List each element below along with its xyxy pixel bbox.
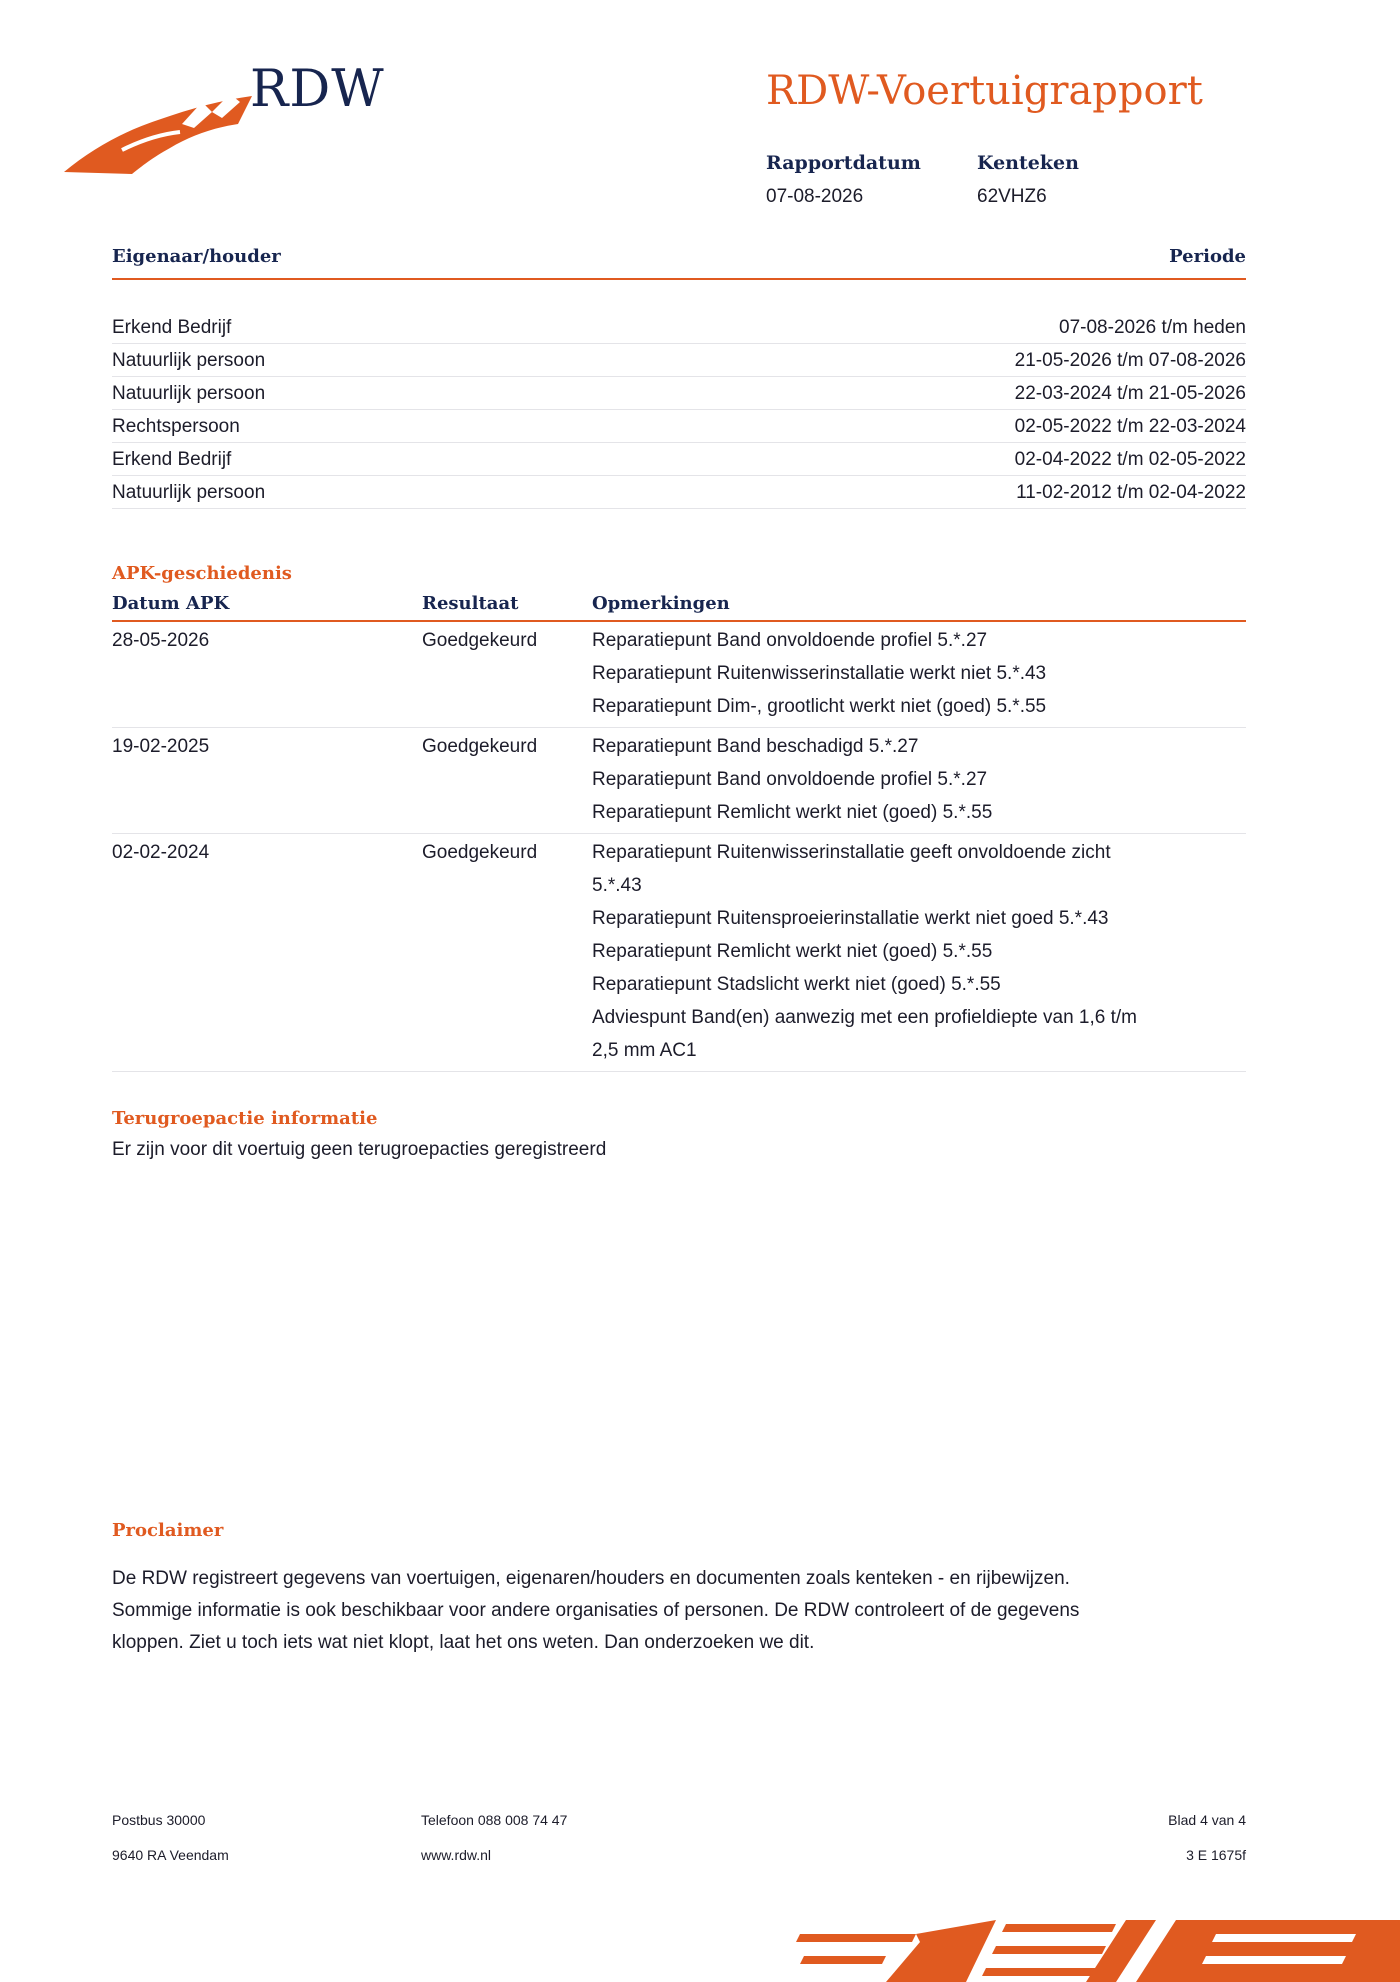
- apk-remark: Reparatiepunt Band onvoldoende profiel 5.*.27: [592, 630, 988, 651]
- report-title: RDW-Voertuigrapport: [766, 68, 1203, 114]
- proclaimer-line: Sommige informatie is ook beschikbaar voor andere organisaties of personen. De RDW controleert of de gegevens: [112, 1600, 1080, 1621]
- apk-remarks: [592, 730, 1246, 829]
- apk-remarks: [592, 624, 1246, 723]
- owner-period: 22-03-2024 t/m 21-05-2026: [1014, 383, 1246, 404]
- owner-column-header: Eigenaar/houder: [112, 246, 281, 267]
- plate-value: 62VHZ6: [977, 186, 1047, 207]
- apk-remark: Reparatiepunt Ruitenwisserinstallatie geeft onvoldoende zicht: [592, 842, 1111, 863]
- report-date-value: 07-08-2026: [766, 186, 864, 207]
- apk-remark: 2,5 mm AC1: [592, 1040, 697, 1061]
- apk-remark: Adviespunt Band(en) aanwezig met een profieldiepte van 1,6 t/m: [592, 1007, 1137, 1028]
- apk-remark: Reparatiepunt Ruitenwisserinstallatie werkt niet 5.*.43: [592, 663, 1047, 684]
- table-row: [112, 728, 1246, 834]
- apk-date-column-header: Datum APK: [112, 593, 230, 614]
- owner-type: Natuurlijk persoon: [112, 482, 266, 503]
- owner-type: Erkend Bedrijf: [112, 449, 232, 470]
- apk-result: Goedgekeurd: [422, 736, 538, 757]
- apk-date: 28-05-2026: [112, 630, 210, 651]
- apk-remark: Reparatiepunt Band beschadigd 5.*.27: [592, 736, 919, 757]
- apk-remark: Reparatiepunt Dim-, grootlicht werkt niet (goed) 5.*.55: [592, 696, 1047, 717]
- apk-result: Goedgekeurd: [422, 842, 538, 863]
- footer-website-link[interactable]: www.rdw.nl: [421, 1847, 492, 1863]
- apk-remarks: [592, 836, 1246, 1067]
- apk-remark: Reparatiepunt Remlicht werkt niet (goed) 5.*.55: [592, 802, 993, 823]
- apk-history: [112, 563, 1246, 1072]
- proclaimer-section: [112, 1520, 1246, 1659]
- table-row: [112, 377, 1246, 410]
- table-row: [112, 311, 1246, 344]
- apk-remark: Reparatiepunt Band onvoldoende profiel 5.*.27: [592, 769, 988, 790]
- apk-title: APK-geschiedenis: [112, 563, 292, 584]
- table-row: [112, 344, 1246, 377]
- logo-text: RDW: [250, 60, 385, 119]
- report-date-label: Rapportdatum: [766, 152, 921, 174]
- apk-date: 19-02-2025: [112, 736, 210, 757]
- proclaimer-line: kloppen. Ziet u toch iets wat niet klopt, laat het ons weten. Dan onderzoeken we dit.: [112, 1632, 815, 1653]
- apk-remarks-column-header: Opmerkingen: [592, 593, 730, 614]
- apk-remark: 5.*.43: [592, 875, 642, 896]
- footer-address-line: 9640 RA Veendam: [112, 1847, 229, 1863]
- period-column-header: Periode: [1169, 246, 1246, 267]
- apk-remark: Reparatiepunt Ruitensproeierinstallatie werkt niet goed 5.*.43: [592, 908, 1109, 929]
- owner-period: 21-05-2026 t/m 07-08-2026: [1014, 350, 1246, 371]
- recall-section: [112, 1108, 1246, 1161]
- apk-remark: Reparatiepunt Stadslicht werkt niet (goed) 5.*.55: [592, 974, 1001, 995]
- footer-address: [112, 1812, 229, 1882]
- footer-page-info: [1000, 1812, 1246, 1882]
- apk-table-header: [112, 588, 1246, 622]
- recall-title: Terugroepactie informatie: [112, 1108, 378, 1129]
- owner-type: Erkend Bedrijf: [112, 317, 232, 338]
- owner-period: 02-04-2022 t/m 02-05-2022: [1014, 449, 1246, 470]
- footer-address-line: Postbus 30000: [112, 1812, 206, 1828]
- table-row: [112, 410, 1246, 443]
- proclaimer-title: Proclaimer: [112, 1520, 224, 1541]
- footer-phone: Telefoon 088 008 74 47: [421, 1812, 568, 1828]
- plate-block: [977, 152, 1079, 208]
- owner-period: 11-02-2012 t/m 02-04-2022: [1016, 482, 1246, 503]
- footer-contact: [421, 1812, 567, 1882]
- proclaimer-line: De RDW registreert gegevens van voertuigen, eigenaren/houders en documenten zoals kenteken - en rijbewijzen.: [112, 1568, 1070, 1589]
- owner-type: Natuurlijk persoon: [112, 350, 266, 371]
- recall-text: Er zijn voor dit voertuig geen terugroepacties geregistreerd: [112, 1139, 607, 1160]
- proclaimer-text: [112, 1563, 1246, 1659]
- apk-remark: Reparatiepunt Remlicht werkt niet (goed) 5.*.55: [592, 941, 993, 962]
- table-row: [112, 834, 1246, 1072]
- apk-result-column-header: Resultaat: [422, 593, 519, 614]
- table-row: [112, 476, 1246, 509]
- page-number: Blad 4 van 4: [1168, 1812, 1246, 1828]
- document-code: 3 E 1675f: [1186, 1847, 1246, 1863]
- owners-table-header: [112, 246, 1246, 280]
- owners-table: [112, 246, 1246, 509]
- owner-type: Rechtspersoon: [112, 416, 240, 437]
- owner-period: 02-05-2022 t/m 22-03-2024: [1014, 416, 1246, 437]
- table-row: [112, 443, 1246, 476]
- footer-stripes-icon: [796, 1920, 1400, 1982]
- apk-date: 02-02-2024: [112, 842, 210, 863]
- plate-label: Kenteken: [977, 152, 1079, 174]
- report-date-block: [766, 152, 921, 208]
- apk-result: Goedgekeurd: [422, 630, 538, 651]
- owner-period: 07-08-2026 t/m heden: [1059, 317, 1246, 338]
- owner-type: Natuurlijk persoon: [112, 383, 266, 404]
- table-row: [112, 622, 1246, 728]
